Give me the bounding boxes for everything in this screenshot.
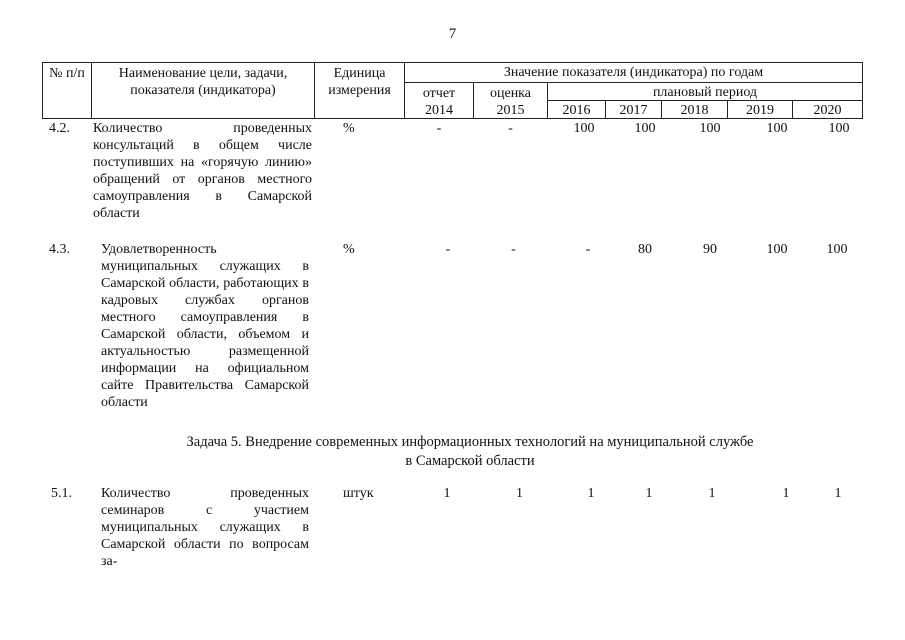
row-unit: % bbox=[343, 121, 355, 136]
header-year-2019: 2019 bbox=[727, 100, 793, 119]
value-cell: 100 bbox=[766, 121, 788, 136]
header-name: Наименование цели, задачи, показателя (индикатора) bbox=[91, 62, 315, 119]
header-estimate: оценка 2015 bbox=[473, 82, 548, 119]
row-name: Количество проведенных семинаров с участием муниципальных служащих в Самарской области по вопросам за- bbox=[101, 486, 309, 569]
row-unit: % bbox=[343, 242, 355, 257]
row-num: 4.3. bbox=[49, 242, 70, 257]
task-heading-line-2: в Самарской области bbox=[405, 453, 535, 469]
header-year-2017: 2017 bbox=[605, 100, 662, 119]
value-cell: 1 bbox=[782, 486, 790, 501]
value-cell: 90 bbox=[703, 242, 717, 257]
page-number: 7 bbox=[448, 26, 457, 42]
value-cell: 1 bbox=[587, 486, 595, 501]
value-cell: 1 bbox=[645, 486, 653, 501]
value-cell: 100 bbox=[766, 242, 788, 257]
row-num: 4.2. bbox=[49, 121, 70, 136]
value-cell: 100 bbox=[828, 121, 850, 136]
value-cell: - bbox=[436, 121, 442, 136]
task-heading bbox=[100, 433, 840, 471]
header-unit: Единица измерения bbox=[314, 62, 405, 119]
value-cell: 100 bbox=[634, 121, 656, 136]
value-cell: - bbox=[508, 121, 513, 136]
value-cell: 1 bbox=[834, 486, 842, 501]
header-year-2016: 2016 bbox=[547, 100, 606, 119]
row-name: Количество проведенных консультаций в общем числе поступивших на «горячую линию» обращений от органов местного самоуправления в Самарской области bbox=[93, 121, 312, 221]
header-year-2020: 2020 bbox=[792, 100, 863, 119]
value-cell: - bbox=[585, 242, 591, 257]
value-cell: - bbox=[511, 242, 516, 257]
header-year-2018: 2018 bbox=[661, 100, 728, 119]
header-planned: плановый период bbox=[547, 82, 863, 101]
value-cell: 100 bbox=[573, 121, 595, 136]
header-num: № п/п bbox=[42, 62, 92, 119]
value-cell: - bbox=[445, 242, 451, 257]
value-cell: 100 bbox=[699, 121, 721, 136]
value-cell: 1 bbox=[516, 486, 523, 501]
row-unit: штук bbox=[343, 486, 374, 501]
value-cell: 80 bbox=[638, 242, 652, 257]
header-value: Значение показателя (индикатора) по годам bbox=[404, 62, 863, 83]
header-report: отчет 2014 bbox=[404, 82, 474, 119]
value-cell: 100 bbox=[826, 242, 848, 257]
task-heading-line-1: Задача 5. Внедрение современных информационных технологий на муниципальной службе bbox=[186, 434, 754, 450]
row-num: 5.1. bbox=[51, 486, 72, 501]
value-cell: 1 bbox=[708, 486, 716, 501]
row-name: Удовлетворенность муниципальных служащих в Самарской области, работающих в кадровых службах органов местного самоуправления в Самарской области, объемом и актуальностью размещенной информации на официальном сайте Правительства Самарской области bbox=[101, 242, 309, 410]
value-cell: 1 bbox=[443, 486, 451, 501]
